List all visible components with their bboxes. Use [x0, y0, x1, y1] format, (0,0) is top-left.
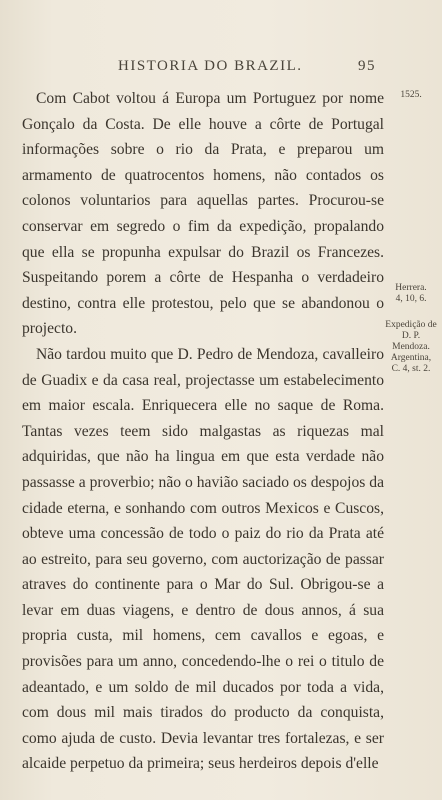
- margin-note-herrera: Herrera.: [395, 283, 427, 293]
- margin-note-herrera-ref: 4, 10, 6.: [395, 294, 427, 304]
- margin-note-expedicao-name: D. P. Mendoza.: [392, 331, 430, 352]
- paragraph: Não tardou muito que D. Pedro de Mendoza, cavalleiro de Guadix e da casa real, projectasse um estabelecimento em maior escala. Enriquecera elle no saque de Roma. Tantas vezes teem sido malgastas as riquezas mal adquiridas, que não ha lingua em que esta verdade não passasse a proverbio; não o havião saciado os despojos da cidade eterna, e sonhando com outros Mexicos e Cuscos, obteve uma concessão de todo o paiz do rio da Prata até ao estreito, para seu governo, com auctorização de passar atraves do continente para o Mar do Sul. Obrigou-se a levar em duas viagens, e dentro de dous annos, á sua propria custa, mil homens, cem cavallos e egoas, e provisões para um anno, concedendo-lhe o rei o titulo de adeantado, e um soldo de mil ducados por toda a vida, com dous mil mais tirados do producto da conquista, como ajuda de custo. Devia levantar tres fortalezas, e ser alcaide perpetuo da primeira; seus herdeiros depois d'elle: [22, 345, 384, 773]
- margin-note-argentina: Argentina,: [390, 353, 432, 363]
- margin-note-canto: C. 4, st. 2.: [391, 364, 431, 374]
- margin-note-year: 1525.: [400, 90, 422, 100]
- margin-note-expedicao: Expedição de: [385, 320, 437, 330]
- running-title: HISTORIA DO BRAZIL.: [118, 58, 303, 74]
- body-text: [22, 86, 384, 777]
- paragraph: Com Cabot voltou á Europa um Portuguez por nome Gonçalo da Costa. De elle houve a côrte de Portugal informações sobre o rio da Prata, e preparou um armamento de quatrocentos homens, não contados os colonos voluntarios para aquellas partes. Procurou-se conservar em segredo o fim da expedição, propalando que ella se propunha expulsar do Brazil os Francezes. Suspeitando porem a côrte de Hespanha o verdadeiro destino, contra elle protestou, pelo que se abandonou o projecto.: [22, 90, 384, 338]
- page-number: 95: [358, 58, 376, 74]
